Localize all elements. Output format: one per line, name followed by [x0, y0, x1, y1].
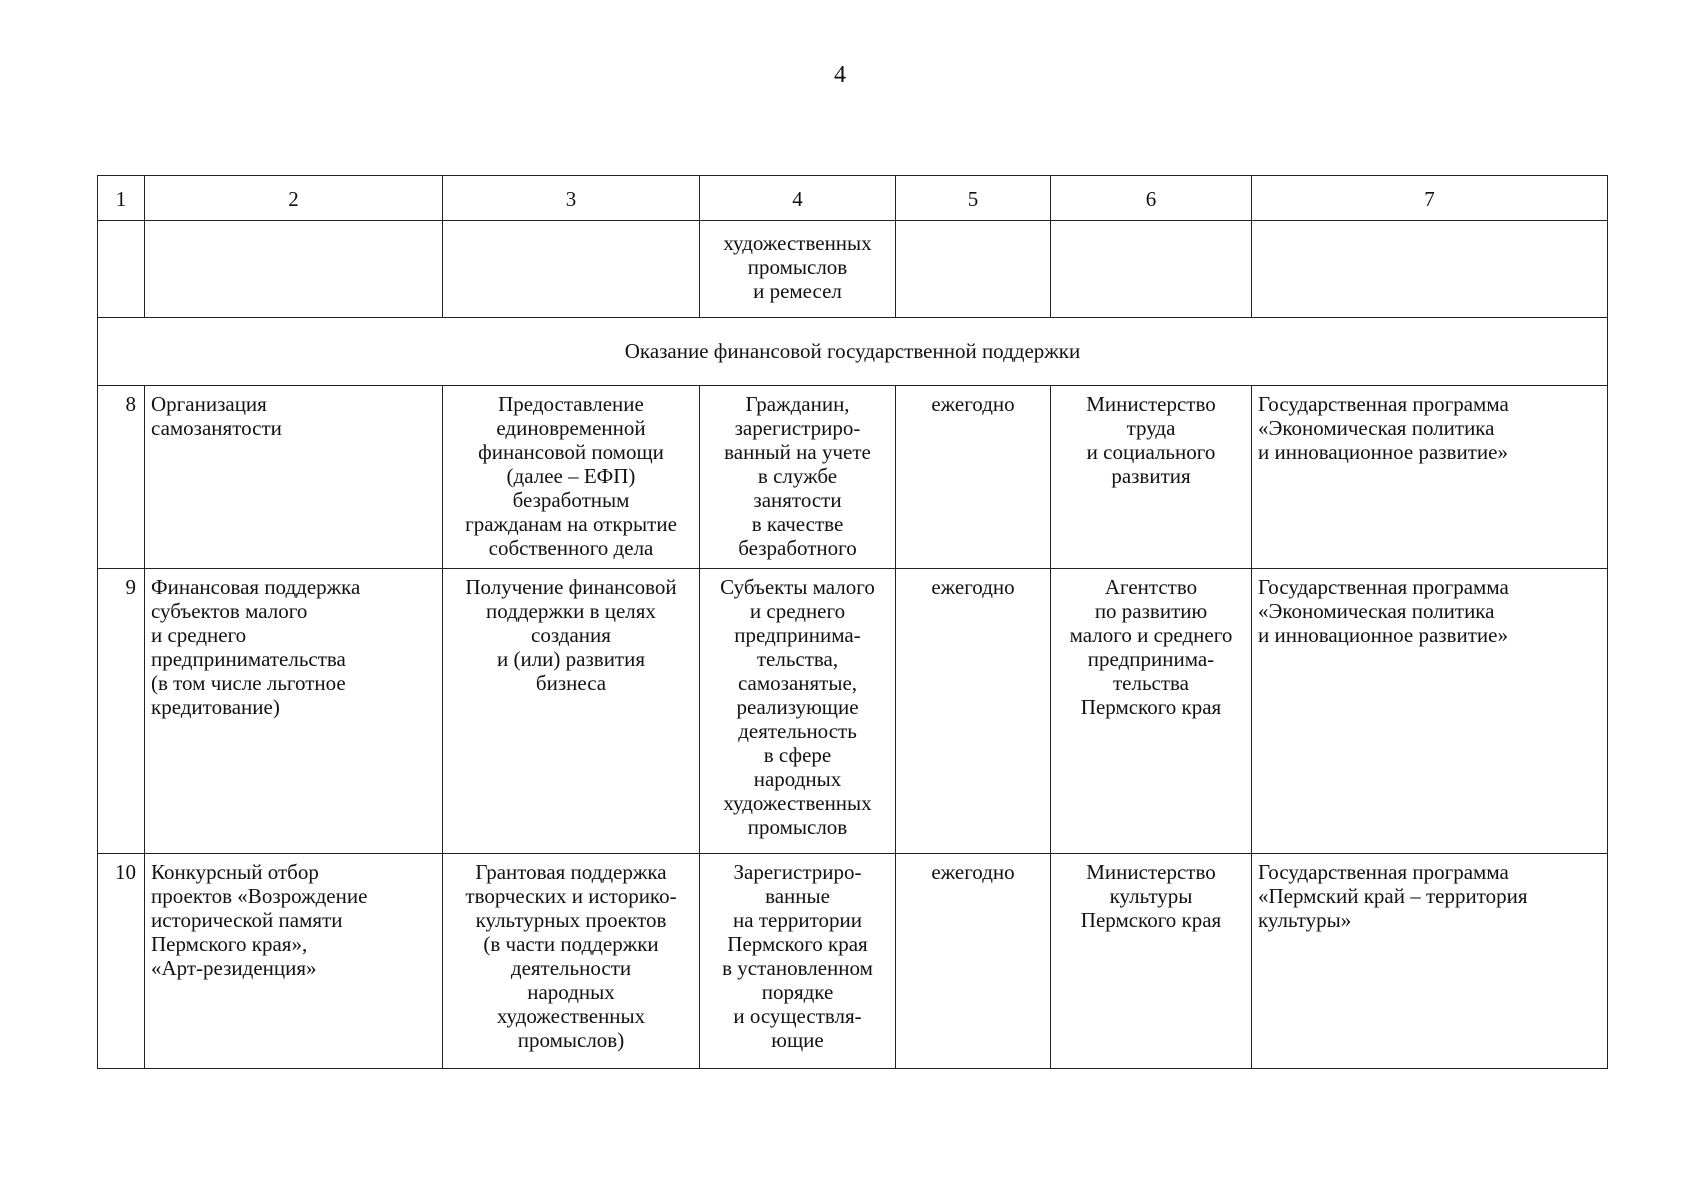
column-number-7: 7 — [1252, 176, 1608, 221]
column-number-6: 6 — [1051, 176, 1252, 221]
program: Государственная программа «Экономическая политика и инновационное развитие» — [1252, 386, 1608, 569]
column-number-4: 4 — [700, 176, 896, 221]
column-number-2: 2 — [145, 176, 443, 221]
measure-name: Финансовая поддержка субъектов малого и среднего предпринимательства (в том числе льготное кредитование) — [145, 569, 443, 854]
executor: Агентство по развитию малого и среднего предпринима- тельства Пермского края — [1051, 569, 1252, 854]
executor: Министерство труда и социального развития — [1051, 386, 1252, 569]
column-number-3: 3 — [443, 176, 700, 221]
table-cell — [145, 221, 443, 318]
row-number: 9 — [98, 569, 145, 854]
section-row — [98, 318, 1608, 386]
measure-name: Организация самозанятости — [145, 386, 443, 569]
measure-name: Конкурсный отбор проектов «Возрождение исторической памяти Пермского края», «Арт-резиденция» — [145, 854, 443, 1069]
table-cell — [98, 221, 145, 318]
row-number: 8 — [98, 386, 145, 569]
table-cell — [896, 221, 1051, 318]
period: ежегодно — [896, 569, 1051, 854]
section-title: Оказание финансовой государственной поддержки — [98, 318, 1608, 386]
recipients: Субъекты малого и среднего предпринима- тельства, самозанятые, реализующие деятельность в сфере народных художественных промыслов — [700, 569, 896, 854]
program: Государственная программа «Пермский край – территория культуры» — [1252, 854, 1608, 1069]
support-measure: Грантовая поддержка творческих и историко- культурных проектов (в части поддержки деятельности народных художественных промыслов) — [443, 854, 700, 1069]
table-cell — [1252, 221, 1608, 318]
support-measure: Получение финансовой поддержки в целях создания и (или) развития бизнеса — [443, 569, 700, 854]
support-measure: Предоставление единовременной финансовой помощи (далее – ЕФП) безработным гражданам на открытие собственного дела — [443, 386, 700, 569]
table-cell — [443, 221, 700, 318]
table-header-row — [98, 176, 1608, 221]
executor: Министерство культуры Пермского края — [1051, 854, 1252, 1069]
table-cell — [1051, 221, 1252, 318]
column-number-5: 5 — [896, 176, 1051, 221]
page-number: 4 — [834, 62, 846, 88]
data-table — [97, 175, 1608, 1069]
row-number: 10 — [98, 854, 145, 1069]
recipients: Гражданин, зарегистриро- ванный на учете в службе занятости в качестве безработного — [700, 386, 896, 569]
table-row — [98, 854, 1608, 1069]
column-number-1: 1 — [98, 176, 145, 221]
continuation-row — [98, 221, 1608, 318]
table-row — [98, 386, 1608, 569]
table-cell: художественных промыслов и ремесел — [700, 221, 896, 318]
program: Государственная программа «Экономическая политика и инновационное развитие» — [1252, 569, 1608, 854]
table-row — [98, 569, 1608, 854]
period: ежегодно — [896, 854, 1051, 1069]
recipients: Зарегистриро- ванные на территории Пермского края в установленном порядке и осуществля- ющие — [700, 854, 896, 1069]
period: ежегодно — [896, 386, 1051, 569]
